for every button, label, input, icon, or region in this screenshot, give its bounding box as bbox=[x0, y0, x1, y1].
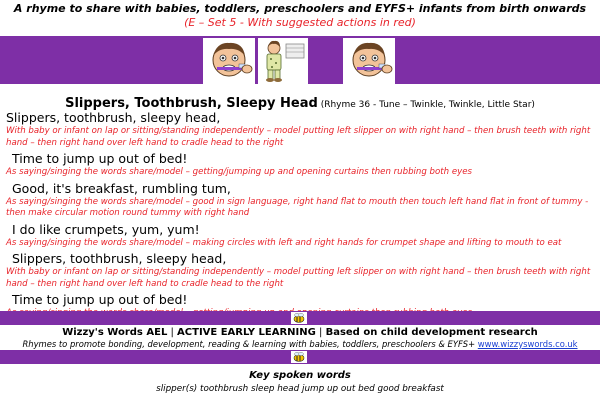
footer-separator: | bbox=[315, 327, 326, 338]
action-instruction: With baby or infant on lap or sitting/standing independently – model putting left slipper on with right hand – then brush teeth with right hand – then right hand over left hand to cradle head to the right bbox=[6, 126, 591, 148]
footer-title bbox=[0, 327, 600, 338]
verse-line: Time to jump up out of bed! bbox=[12, 151, 188, 166]
header-set-note: (E – Set 5 - With suggested actions in red) bbox=[184, 16, 416, 29]
header-intro: A rhyme to share with babies, toddlers, preschoolers and EYFS+ infants from birth onwards bbox=[13, 2, 587, 15]
illustration-strip bbox=[0, 38, 600, 88]
bee-icon bbox=[291, 312, 307, 324]
action-instruction: As saying/singing the words share/model – making circles with left and right hands for crumpet shape and lifting to mouth to eat bbox=[6, 237, 562, 248]
footer-subtitle-text: Rhymes to promote bonding, development, reading & learning with babies, toddlers, preschoolers & EYFS+ bbox=[22, 339, 478, 349]
key-words-list: slipper(s) toothbrush sleep head jump up out bed good breakfast bbox=[156, 384, 444, 394]
action-instruction: As saying/singing the words share/model – good in sign language, right hand flat to mouth then touch left hand flat in front of tummy - then make circular motion round tummy with right hand bbox=[6, 196, 589, 218]
verse-line: I do like crumpets, yum, yum! bbox=[12, 221, 200, 237]
verse-line: Slippers, toothbrush, sleepy head, bbox=[6, 110, 221, 125]
verse-line: Slippers, toothbrush, sleepy head, bbox=[12, 251, 227, 266]
child-brushing-teeth-illustration-left bbox=[203, 38, 255, 84]
action-instruction: As saying/singing the words share/model – getting/jumping up and opening curtains then rubbing both eyes bbox=[6, 167, 472, 177]
rhyme-subtitle: (Rhyme 36 - Tune – Twinkle, Twinkle, Little Star) bbox=[317, 100, 535, 110]
child-in-pyjamas-illustration-center bbox=[258, 38, 308, 84]
verse-line: Good, it's breakfast, rumbling tum, bbox=[12, 180, 231, 196]
footer-brand: Wizzy's Words AEL bbox=[62, 327, 168, 338]
bee-icon bbox=[291, 351, 307, 363]
verse-line: Time to jump up out of bed! bbox=[12, 292, 188, 307]
key-words-title: Key spoken words bbox=[249, 370, 351, 381]
footer-separator: | bbox=[167, 327, 178, 338]
child-brushing-teeth-illustration-right bbox=[343, 38, 395, 84]
footer-subtitle bbox=[0, 339, 600, 349]
footer-research-note: Based on child development research bbox=[325, 327, 538, 338]
footer-tagline: ACTIVE EARLY LEARNING bbox=[177, 327, 316, 338]
rhyme-title-row bbox=[0, 92, 600, 111]
action-instruction: With baby or infant on lap or sitting/standing independently – model putting left slipper on with right hand – then brush teeth with right hand – then right hand over left hand to cradle head to the right bbox=[6, 267, 591, 289]
website-link[interactable]: www.wizzyswords.co.uk bbox=[477, 339, 578, 349]
rhyme-body bbox=[6, 110, 598, 322]
rhyme-title: Slippers, Toothbrush, Sleepy Head bbox=[65, 96, 318, 111]
